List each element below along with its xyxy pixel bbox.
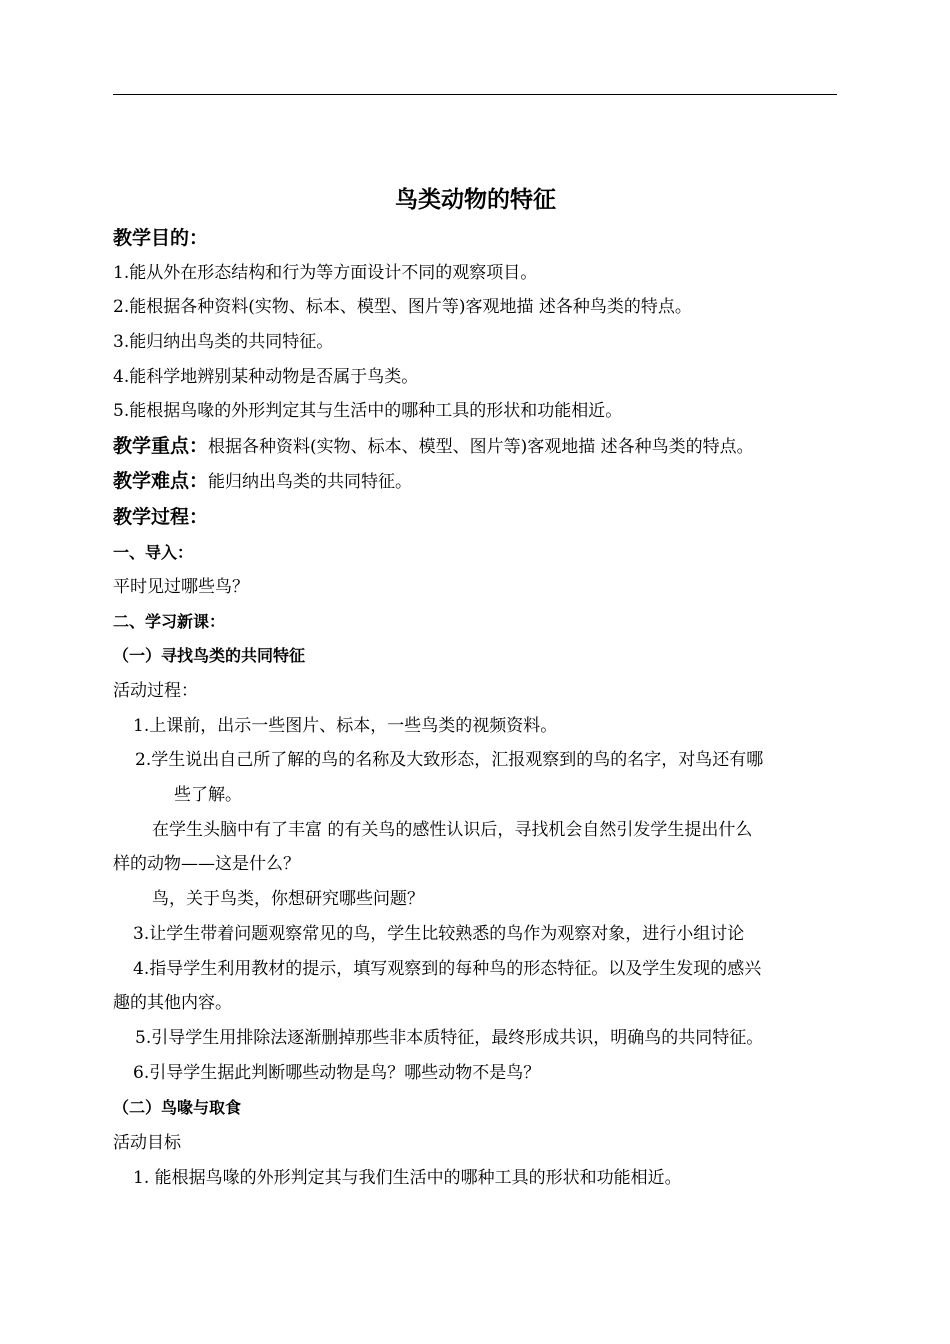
intro-heading: 一、导入： (113, 543, 194, 562)
objective-item: 5.能根据鸟喙的外形判定其与生活中的哪种工具的形状和功能相近。 (113, 401, 623, 421)
intro-text: 平时见过哪些鸟？ (113, 577, 249, 597)
process-line: 鸟，关于鸟类，你想研究哪些问题？ (152, 889, 424, 909)
key-point (113, 434, 754, 459)
process-line: 样的动物——这是什么？ (113, 854, 300, 874)
process-line: 2.学生说出自己所了解的鸟的名称及大致形态，汇报观察到的鸟的名字，对鸟还有哪 (135, 750, 764, 770)
process-line: 6.引导学生据此判断哪些动物是鸟？哪些动物不是鸟？ (133, 1063, 541, 1083)
objective-item: 2.能根据各种资料(实物、标本、模型、图片等)客观地描 述各种鸟类的特点。 (113, 297, 692, 317)
key-point-label: 教学重点： (113, 435, 209, 457)
process-line: 些了解。 (174, 785, 242, 805)
part2-heading: （二）鸟喙与取食 (113, 1098, 242, 1117)
process-line: 1. 能根据鸟喙的外形判定其与我们生活中的哪种工具的形状和功能相近。 (133, 1168, 682, 1188)
difficulty-label: 教学难点： (113, 470, 209, 492)
part1-heading: （一）寻找鸟类的共同特征 (113, 646, 306, 665)
objective-item: 1.能从外在形态结构和行为等方面设计不同的观察项目。 (113, 263, 538, 283)
process-line: 5.引导学生用排除法逐渐删掉那些非本质特征，最终形成共识，明确鸟的共同特征。 (135, 1028, 764, 1048)
process-line: 趣的其他内容。 (113, 993, 232, 1013)
key-point-text: 根据各种资料(实物、标本、模型、图片等)客观地描 述各种鸟类的特点。 (208, 437, 754, 457)
difficulty-text: 能归纳出鸟类的共同特征。 (208, 472, 413, 492)
process-line: 1.上课前，出示一些图片、标本，一些鸟类的视频资料。 (133, 716, 558, 736)
part1-subheading: 活动过程： (113, 681, 198, 701)
process-heading: 教学过程： (113, 506, 209, 528)
objective-item: 4.能科学地辨别某种动物是否属于鸟类。 (113, 367, 419, 387)
page-title: 鸟类动物的特征 (395, 187, 556, 213)
part2-subheading: 活动目标 (113, 1133, 181, 1153)
objectives-heading: 教学目的： (113, 227, 209, 249)
process-line: 在学生头脑中有了丰富 的有关鸟的感性认识后，寻找机会自然引发学生提出什么 (152, 820, 753, 840)
objective-item: 3.能归纳出鸟类的共同特征。 (113, 332, 334, 352)
new-lesson-heading: 二、学习新课： (113, 612, 226, 631)
process-line: 3.让学生带着问题观察常见的鸟，学生比较熟悉的鸟作为观察对象，进行小组讨论 (133, 924, 745, 944)
difficulty (113, 469, 412, 494)
process-line: 4.指导学生利用教材的提示，填写观察到的每种鸟的形态特征。以及学生发现的感兴 (133, 959, 762, 979)
header-rule (113, 94, 837, 95)
